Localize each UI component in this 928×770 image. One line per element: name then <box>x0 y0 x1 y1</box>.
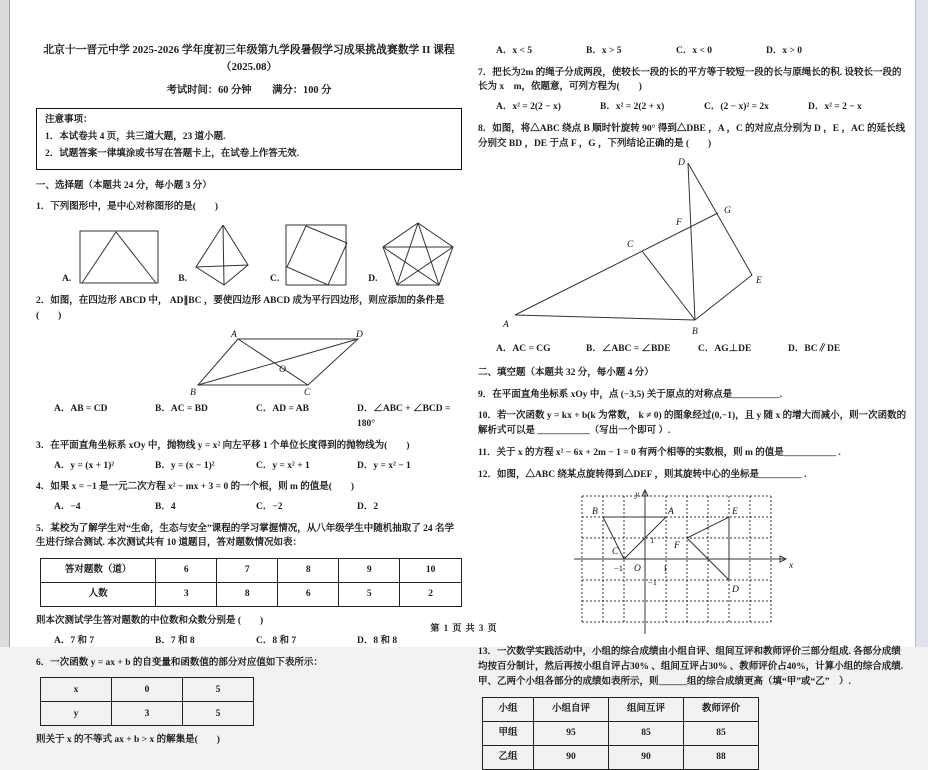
question-12-figure-wrap <box>570 486 908 638</box>
q12-tick-ym1: −1 <box>648 577 658 588</box>
question-3-text: 3．在平面直角坐标系 xOy 中，抛物线 y = x² 向左平移 1 个单位长度得到的抛物线为( ) <box>36 440 410 451</box>
table-cell: 3 <box>156 583 217 607</box>
q12-tick-xm1: −1 <box>614 563 624 574</box>
q8-label-d: D <box>678 158 685 169</box>
q6-option-b: B．x > 5 <box>586 46 622 56</box>
question-4-text: 4．如果 x = −1 是一元二次方程 x² − mx + 3 = 0 的一个根，则 m 的值是( ) <box>36 482 355 493</box>
table-row <box>41 702 254 726</box>
q12-label-origin: O <box>634 564 641 575</box>
q2-option-a: A．AB = CD <box>54 404 108 415</box>
table-cell: 5 <box>183 678 254 702</box>
section-2-heading: 二、填空题（本题共 32 分，每小题 4 分） <box>478 368 654 379</box>
table-cell: 乙组 <box>483 745 534 769</box>
q6-option-c: C．x < 0 <box>676 46 713 56</box>
table-cell: 6 <box>156 559 217 583</box>
notice-item-2: 2．试题答案一律填涂或书写在答题卡上，在试卷上作答无效. <box>45 148 300 159</box>
q4-option-a: A．−4 <box>54 502 81 513</box>
q5-score-table <box>40 558 462 607</box>
table-row <box>41 678 254 702</box>
q13-score-table <box>482 697 759 770</box>
q12-label-c: C <box>612 547 619 558</box>
notice-box <box>36 108 462 169</box>
page-number: 第 1 页 共 3 页 <box>430 623 498 633</box>
q6-option-a: A．x < 5 <box>496 46 533 56</box>
table-cell: 95 <box>534 721 609 745</box>
question-12-text: 12．如图，△ABC 绕某点旋转得到△DEF ，则其旋转中心的坐标是_________ . <box>478 469 807 480</box>
question-6-text2: 则关于 x 的不等式 ax + b > x 的解集是( ) <box>36 735 220 746</box>
table-cell: 人数 <box>41 583 156 607</box>
question-2-options <box>54 402 462 431</box>
q2-option-b: B．AC = BD <box>155 404 208 415</box>
q2-label-o: O <box>279 365 286 376</box>
q12-label-y-axis: y <box>635 490 640 501</box>
q3-option-b: B．y = (x − 1)² <box>155 460 215 471</box>
table-row <box>483 721 759 745</box>
left-column <box>36 42 462 748</box>
table-cell: 8 <box>278 559 339 583</box>
table-cell: 88 <box>684 745 759 769</box>
table-cell: 10 <box>400 559 462 583</box>
question-5-options <box>54 634 462 649</box>
q8-option-a: A．AC = CG <box>496 344 551 355</box>
question-13-text: 13．一次数学实践活动中，小组的综合成绩由小组自评、组间互评和教师评价三部分组成. 各部分成绩均按百分制计，然后再按小组自评占30% 、组间互评占30% 、教师评价占40%，计算小组的综合成绩. 甲、乙两个小组各部分的成绩如表所示，则______组的综合成绩更高（填“甲”或“乙” ）. <box>478 647 904 687</box>
table-cell: 甲组 <box>483 721 534 745</box>
table-cell: 90 <box>609 745 684 769</box>
table-cell: 答对题数（道） <box>41 559 156 583</box>
notice-item-1: 1．本试卷共 4 页，共三道大题，23 道小题. <box>45 132 226 143</box>
table-cell: 85 <box>609 721 684 745</box>
q3-option-d: D．y = x² − 1 <box>357 460 411 471</box>
question-8-text: 8．如图，将△ABC 绕点 B 顺时针旋转 90° 得到△DBE ，A ，C 的对应点分别为 D ，E ，AC 的延长线分别交 BD ，DE 于点 F ，G ，下列结论正确的是 ( ) <box>478 123 906 149</box>
q8-rotation-figure <box>500 155 766 337</box>
table-cell: 组间互评 <box>609 697 684 721</box>
q2-label-a: A <box>231 330 237 341</box>
scan-left-margin <box>0 0 10 647</box>
q2-label-b: B <box>190 388 196 399</box>
q1-option-d <box>368 221 456 287</box>
q1-shape-b-kite-with-diagonals <box>190 223 254 287</box>
table-row <box>41 559 462 583</box>
q2-label-d: D <box>356 330 363 341</box>
table-row <box>483 745 759 769</box>
q12-label-a: A <box>668 507 674 518</box>
table-cell: 9 <box>339 559 400 583</box>
q2-parallelogram-figure <box>186 327 376 397</box>
q8-label-a: A <box>503 320 509 331</box>
table-cell: 6 <box>278 583 339 607</box>
q5-option-c: C．8 和 7 <box>256 635 297 646</box>
table-cell: 小组 <box>483 697 534 721</box>
question-5-text: 5．某校为了解学生对“生命，生态与安全”课程的学习掌握情况，从八年级学生中随机抽取了 24 名学生进行综合测试. 本次测试共有 10 道题目，答对题数情况如表： <box>36 523 455 549</box>
question-3-options <box>54 459 462 474</box>
table-cell: 3 <box>112 702 183 726</box>
question-2-text: 2．如图，在四边形 ABCD 中， AD∥BC ，要使四边形 ABCD 成为平行四边形，则应添加的条件是( ) <box>36 296 445 321</box>
q7-option-c: C．(2 − x)² = 2x <box>704 102 769 113</box>
question-8-options <box>496 342 908 357</box>
q1-option-b <box>178 223 254 287</box>
question-8-figure-wrap <box>500 155 908 337</box>
table-cell: 小组自评 <box>534 697 609 721</box>
q12-tick-x1: 1 <box>663 563 668 574</box>
question-1-text: 1．下列图形中，是中心对称图形的是( ) <box>36 202 219 213</box>
q8-label-f: F <box>676 218 682 229</box>
q4-option-d: D．2 <box>357 502 379 513</box>
right-column <box>478 44 908 770</box>
q1-shape-d-pentagram-in-pentagon <box>380 221 456 287</box>
q8-label-g: G <box>724 206 731 217</box>
q8-label-c: C <box>627 240 634 251</box>
q12-label-f: F <box>674 541 680 552</box>
table-cell: y <box>41 702 112 726</box>
q8-option-c: C．AG⊥DE <box>698 344 752 355</box>
table-cell: 0 <box>112 678 183 702</box>
q12-tick-y1: 1 <box>650 535 655 546</box>
q7-option-a: A．x² = 2(2 − x) <box>496 102 561 113</box>
question-1-figures <box>62 221 462 287</box>
q1-option-b-label: B. <box>178 274 187 285</box>
q12-label-x-axis: x <box>789 561 794 572</box>
question-6-options <box>496 44 908 59</box>
q2-option-d: D．∠ABC + ∠BCD = 180° <box>357 404 451 430</box>
table-cell: 教师评价 <box>684 697 759 721</box>
table-cell: 2 <box>400 583 462 607</box>
exam-subtitle: 考试时间：60 分钟 满分：100 分 <box>166 85 332 97</box>
table-cell: 5 <box>339 583 400 607</box>
table-row <box>483 697 759 721</box>
q1-option-d-label: D. <box>368 274 378 285</box>
q3-option-a: A．y = (x + 1)² <box>54 460 115 471</box>
q4-option-c: C．−2 <box>256 502 283 513</box>
q2-label-c: C <box>304 388 311 399</box>
q12-label-b: B <box>592 507 598 518</box>
q6-option-d: D．x > 0 <box>766 46 803 56</box>
question-7-text: 7．把长为2m 的绳子分成两段，使较长一段的长的平方等于较短一段的长与原绳长的积. 设较长一段的长为 x m，依题意，可列方程为( ) <box>478 67 902 93</box>
q3-option-c: C．y = x² + 1 <box>256 460 310 471</box>
table-cell: 8 <box>217 583 278 607</box>
question-9-text: 9．在平面直角坐标系 xOy 中，点 (−3,5) 关于原点的对称点是__________. <box>478 389 783 400</box>
q12-label-e: E <box>732 507 738 518</box>
q8-option-b: B．∠ABC = ∠BDE <box>586 344 671 355</box>
exam-title: 北京十一晋元中学 2025-2026 学年度初三年级第九学段暑假学习成果挑战赛数学 II 课程（2025.08） <box>43 44 455 73</box>
notice-heading: 注意事项： <box>45 115 93 126</box>
q12-coordinate-grid-figure <box>570 486 798 638</box>
q1-option-c <box>270 221 352 287</box>
table-row <box>41 583 462 607</box>
table-cell: 85 <box>684 721 759 745</box>
table-cell: 5 <box>183 702 254 726</box>
question-4-options <box>54 500 462 515</box>
table-cell: x <box>41 678 112 702</box>
q5-option-a: A．7 和 7 <box>54 635 95 646</box>
scan-right-margin <box>915 0 928 647</box>
question-5-text2: 则本次测试学生答对题数的中位数和众数分别是 ( ) <box>36 616 264 627</box>
q6-value-table <box>40 677 254 726</box>
question-7-options <box>496 100 908 115</box>
q1-shape-c-rotated-square-in-square <box>282 221 352 287</box>
question-11-text: 11．关于 x 的方程 x² − 6x + 2m − 1 = 0 有两个相等的实数根，则 m 的值是___________ . <box>478 447 841 458</box>
q5-option-d: D．8 和 8 <box>357 635 398 646</box>
question-10-text: 10．若一次函数 y = kx + b(k 为常数， k ≠ 0) 的图象经过(0,−1)，且 y 随 x 的增大而减小，则一次函数的解析式可以是 ___________（写出一个即可 ）. <box>478 411 907 437</box>
q5-option-b: B．7 和 8 <box>155 635 195 646</box>
q1-shape-a-triangle-in-rectangle <box>74 225 162 287</box>
q4-option-b: B．4 <box>155 502 176 513</box>
q1-option-c-label: C. <box>269 274 280 285</box>
table-cell: 90 <box>534 745 609 769</box>
q2-option-c: C．AD = AB <box>256 404 309 415</box>
q8-label-b: B <box>692 327 698 338</box>
question-6-text: 6．一次函数 y = ax + b 的自变量和函数值的部分对应值如下表所示： <box>36 657 323 668</box>
q1-option-a <box>62 225 162 287</box>
section-1-heading: 一、选择题（本题共 24 分，每小题 3 分） <box>36 180 212 191</box>
table-cell: 7 <box>217 559 278 583</box>
q12-label-d: D <box>732 585 739 596</box>
q8-label-e: E <box>756 276 762 287</box>
question-2-figure-wrap <box>186 327 462 397</box>
q8-option-d: D．BC∥DE <box>788 344 841 355</box>
q7-option-d: D．x² = 2 − x <box>808 102 862 113</box>
q1-option-a-label: A. <box>62 274 72 285</box>
q7-option-b: B．x² = 2(2 + x) <box>600 102 665 113</box>
